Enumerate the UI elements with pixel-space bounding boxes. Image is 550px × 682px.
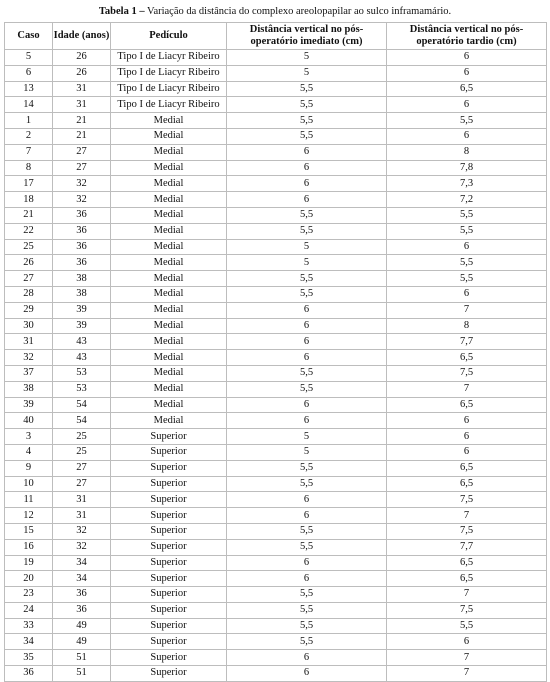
table-row — [5, 634, 547, 650]
cell-distancia-imediato: 5,5 — [227, 207, 387, 223]
table-row — [5, 555, 547, 571]
table-row — [5, 602, 547, 618]
cell-pediculo: Tipo I de Liacyr Ribeiro — [111, 81, 227, 97]
cell-caso: 30 — [5, 318, 53, 334]
cell-distancia-tardio: 7,5 — [387, 523, 547, 539]
cell-distancia-imediato: 5,5 — [227, 523, 387, 539]
header-idade: Idade (anos) — [53, 23, 111, 50]
cell-caso: 25 — [5, 239, 53, 255]
table-row — [5, 255, 547, 271]
cell-distancia-imediato: 6 — [227, 413, 387, 429]
cell-pediculo: Medial — [111, 365, 227, 381]
cell-idade: 54 — [53, 413, 111, 429]
table-row — [5, 176, 547, 192]
table-row — [5, 476, 547, 492]
table-row — [5, 444, 547, 460]
cell-distancia-tardio: 6,5 — [387, 350, 547, 366]
cell-distancia-tardio: 7,5 — [387, 492, 547, 508]
cell-caso: 18 — [5, 192, 53, 208]
table-row — [5, 81, 547, 97]
cell-distancia-imediato: 5,5 — [227, 634, 387, 650]
table-row — [5, 350, 547, 366]
cell-distancia-imediato: 6 — [227, 144, 387, 160]
cell-distancia-tardio: 6 — [387, 50, 547, 66]
cell-pediculo: Medial — [111, 160, 227, 176]
cell-pediculo: Medial — [111, 113, 227, 129]
cell-distancia-imediato: 6 — [227, 302, 387, 318]
cell-idade: 31 — [53, 97, 111, 113]
cell-idade: 31 — [53, 81, 111, 97]
cell-distancia-imediato: 5 — [227, 255, 387, 271]
cell-distancia-imediato: 5,5 — [227, 587, 387, 603]
cell-pediculo: Medial — [111, 128, 227, 144]
cell-distancia-tardio: 5,5 — [387, 271, 547, 287]
cell-caso: 20 — [5, 571, 53, 587]
cell-distancia-tardio: 8 — [387, 318, 547, 334]
cell-pediculo: Medial — [111, 144, 227, 160]
cell-distancia-tardio: 7 — [387, 666, 547, 682]
table-row — [5, 239, 547, 255]
cell-distancia-tardio: 5,5 — [387, 618, 547, 634]
cell-distancia-tardio: 6 — [387, 128, 547, 144]
cell-idade: 32 — [53, 192, 111, 208]
cell-distancia-tardio: 7,2 — [387, 192, 547, 208]
cell-distancia-tardio: 6 — [387, 97, 547, 113]
cell-distancia-imediato: 6 — [227, 176, 387, 192]
cell-idade: 36 — [53, 587, 111, 603]
cell-distancia-tardio: 7 — [387, 650, 547, 666]
cell-pediculo: Medial — [111, 255, 227, 271]
cell-distancia-imediato: 6 — [227, 508, 387, 524]
cell-pediculo: Superior — [111, 476, 227, 492]
cell-caso: 12 — [5, 508, 53, 524]
cell-distancia-tardio: 7,7 — [387, 539, 547, 555]
cell-pediculo: Medial — [111, 302, 227, 318]
cell-distancia-imediato: 5 — [227, 65, 387, 81]
table-row — [5, 365, 547, 381]
cell-caso: 19 — [5, 555, 53, 571]
cell-pediculo: Superior — [111, 523, 227, 539]
cell-caso: 16 — [5, 539, 53, 555]
table-caption — [4, 6, 546, 18]
cell-distancia-imediato: 5,5 — [227, 128, 387, 144]
cell-distancia-imediato: 6 — [227, 318, 387, 334]
cell-idade: 43 — [53, 350, 111, 366]
table-row — [5, 65, 547, 81]
cell-caso: 9 — [5, 460, 53, 476]
cell-distancia-imediato: 5,5 — [227, 271, 387, 287]
cell-idade: 51 — [53, 666, 111, 682]
cell-caso: 26 — [5, 255, 53, 271]
cell-caso: 27 — [5, 271, 53, 287]
cell-pediculo: Superior — [111, 444, 227, 460]
cell-pediculo: Superior — [111, 508, 227, 524]
cell-distancia-imediato: 5,5 — [227, 539, 387, 555]
cell-idade: 36 — [53, 207, 111, 223]
cell-distancia-tardio: 5,5 — [387, 207, 547, 223]
cell-pediculo: Medial — [111, 334, 227, 350]
cell-distancia-tardio: 7 — [387, 302, 547, 318]
cell-distancia-imediato: 5,5 — [227, 381, 387, 397]
cell-caso: 29 — [5, 302, 53, 318]
cell-idade: 53 — [53, 365, 111, 381]
cell-distancia-tardio: 6 — [387, 286, 547, 302]
cell-distancia-imediato: 5 — [227, 239, 387, 255]
cell-pediculo: Medial — [111, 413, 227, 429]
cell-distancia-tardio: 7 — [387, 508, 547, 524]
table-row — [5, 460, 547, 476]
cell-distancia-imediato: 5 — [227, 429, 387, 445]
header-distancia-tardio: Distância vertical no pós-operatório tardio (cm) — [387, 23, 547, 50]
cell-distancia-imediato: 5,5 — [227, 460, 387, 476]
cell-distancia-tardio: 7 — [387, 381, 547, 397]
table-row — [5, 192, 547, 208]
cell-caso: 21 — [5, 207, 53, 223]
cell-caso: 28 — [5, 286, 53, 302]
cell-pediculo: Superior — [111, 602, 227, 618]
cell-pediculo: Medial — [111, 207, 227, 223]
table-row — [5, 207, 547, 223]
cell-caso: 7 — [5, 144, 53, 160]
table-row — [5, 413, 547, 429]
cell-idade: 32 — [53, 539, 111, 555]
cell-distancia-imediato: 5,5 — [227, 113, 387, 129]
cell-caso: 14 — [5, 97, 53, 113]
cell-distancia-tardio: 5,5 — [387, 223, 547, 239]
cell-distancia-imediato: 5,5 — [227, 81, 387, 97]
table-row — [5, 381, 547, 397]
cell-pediculo: Tipo I de Liacyr Ribeiro — [111, 50, 227, 66]
cell-caso: 15 — [5, 523, 53, 539]
cell-caso: 4 — [5, 444, 53, 460]
caption-text: Variação da distância do complexo areolopapilar ao sulco inframamário. — [144, 6, 452, 17]
cell-pediculo: Medial — [111, 239, 227, 255]
cell-pediculo: Medial — [111, 397, 227, 413]
cell-pediculo: Medial — [111, 192, 227, 208]
cell-distancia-tardio: 6,5 — [387, 571, 547, 587]
cell-idade: 27 — [53, 160, 111, 176]
cell-distancia-tardio: 7,5 — [387, 365, 547, 381]
cell-pediculo: Superior — [111, 539, 227, 555]
cell-caso: 1 — [5, 113, 53, 129]
table-row — [5, 523, 547, 539]
cell-idade: 36 — [53, 255, 111, 271]
table-row — [5, 492, 547, 508]
table-row — [5, 334, 547, 350]
table-row — [5, 508, 547, 524]
cell-caso: 34 — [5, 634, 53, 650]
cell-distancia-tardio: 6,5 — [387, 476, 547, 492]
cell-idade: 36 — [53, 239, 111, 255]
caption-label: Tabela 1 – — [98, 6, 145, 17]
cell-pediculo: Superior — [111, 492, 227, 508]
cell-pediculo: Superior — [111, 618, 227, 634]
cell-caso: 13 — [5, 81, 53, 97]
table-row — [5, 318, 547, 334]
cell-idade: 49 — [53, 634, 111, 650]
cell-pediculo: Medial — [111, 271, 227, 287]
cell-idade: 36 — [53, 223, 111, 239]
cell-distancia-imediato: 6 — [227, 397, 387, 413]
table-row — [5, 587, 547, 603]
table-body — [5, 50, 547, 682]
cell-caso: 38 — [5, 381, 53, 397]
cell-distancia-imediato: 5,5 — [227, 286, 387, 302]
cell-distancia-imediato: 5,5 — [227, 97, 387, 113]
cell-pediculo: Medial — [111, 286, 227, 302]
data-table — [4, 22, 547, 682]
cell-distancia-imediato: 6 — [227, 160, 387, 176]
table-row — [5, 397, 547, 413]
table-row — [5, 666, 547, 682]
cell-distancia-imediato: 5 — [227, 50, 387, 66]
table-row — [5, 302, 547, 318]
cell-distancia-tardio: 7,8 — [387, 160, 547, 176]
cell-distancia-tardio: 6 — [387, 634, 547, 650]
cell-distancia-tardio: 6 — [387, 413, 547, 429]
cell-idade: 27 — [53, 144, 111, 160]
cell-idade: 43 — [53, 334, 111, 350]
cell-pediculo: Tipo I de Liacyr Ribeiro — [111, 65, 227, 81]
cell-idade: 49 — [53, 618, 111, 634]
table-row — [5, 539, 547, 555]
cell-caso: 23 — [5, 587, 53, 603]
header-pediculo: Pedículo — [111, 23, 227, 50]
cell-distancia-tardio: 8 — [387, 144, 547, 160]
cell-caso: 37 — [5, 365, 53, 381]
cell-idade: 31 — [53, 508, 111, 524]
cell-idade: 38 — [53, 286, 111, 302]
cell-distancia-imediato: 6 — [227, 666, 387, 682]
cell-distancia-tardio: 7,3 — [387, 176, 547, 192]
header-caso: Caso — [5, 23, 53, 50]
cell-idade: 25 — [53, 429, 111, 445]
cell-idade: 39 — [53, 318, 111, 334]
cell-distancia-imediato: 6 — [227, 571, 387, 587]
table-row — [5, 144, 547, 160]
cell-caso: 32 — [5, 350, 53, 366]
table-row — [5, 160, 547, 176]
table-row — [5, 97, 547, 113]
cell-idade: 31 — [53, 492, 111, 508]
cell-pediculo: Superior — [111, 587, 227, 603]
table-row — [5, 128, 547, 144]
table-row — [5, 223, 547, 239]
cell-distancia-imediato: 6 — [227, 650, 387, 666]
cell-distancia-imediato: 6 — [227, 350, 387, 366]
cell-caso: 5 — [5, 50, 53, 66]
cell-caso: 31 — [5, 334, 53, 350]
cell-distancia-tardio: 6 — [387, 429, 547, 445]
cell-pediculo: Medial — [111, 223, 227, 239]
cell-distancia-tardio: 7,5 — [387, 602, 547, 618]
cell-caso: 10 — [5, 476, 53, 492]
cell-distancia-imediato: 6 — [227, 334, 387, 350]
cell-idade: 27 — [53, 460, 111, 476]
cell-caso: 2 — [5, 128, 53, 144]
cell-idade: 34 — [53, 555, 111, 571]
cell-pediculo: Medial — [111, 350, 227, 366]
table-row — [5, 571, 547, 587]
cell-pediculo: Superior — [111, 429, 227, 445]
cell-distancia-imediato: 5 — [227, 444, 387, 460]
cell-distancia-tardio: 6 — [387, 65, 547, 81]
table-row — [5, 271, 547, 287]
cell-caso: 11 — [5, 492, 53, 508]
cell-idade: 25 — [53, 444, 111, 460]
cell-distancia-imediato: 5,5 — [227, 618, 387, 634]
cell-idade: 32 — [53, 176, 111, 192]
cell-distancia-imediato: 5,5 — [227, 602, 387, 618]
cell-distancia-tardio: 6,5 — [387, 460, 547, 476]
cell-idade: 51 — [53, 650, 111, 666]
table-row — [5, 618, 547, 634]
header-row — [5, 23, 547, 50]
cell-idade: 21 — [53, 128, 111, 144]
cell-distancia-imediato: 5,5 — [227, 365, 387, 381]
cell-caso: 33 — [5, 618, 53, 634]
cell-pediculo: Superior — [111, 571, 227, 587]
table-row — [5, 650, 547, 666]
cell-idade: 27 — [53, 476, 111, 492]
cell-idade: 54 — [53, 397, 111, 413]
cell-pediculo: Superior — [111, 555, 227, 571]
cell-idade: 32 — [53, 523, 111, 539]
cell-distancia-imediato: 6 — [227, 492, 387, 508]
cell-distancia-imediato: 5,5 — [227, 223, 387, 239]
table-row — [5, 286, 547, 302]
cell-distancia-tardio: 7 — [387, 587, 547, 603]
cell-caso: 39 — [5, 397, 53, 413]
cell-distancia-tardio: 6,5 — [387, 81, 547, 97]
cell-caso: 22 — [5, 223, 53, 239]
cell-distancia-imediato: 5,5 — [227, 476, 387, 492]
cell-caso: 40 — [5, 413, 53, 429]
cell-idade: 53 — [53, 381, 111, 397]
cell-distancia-tardio: 5,5 — [387, 113, 547, 129]
cell-pediculo: Superior — [111, 634, 227, 650]
table-row — [5, 50, 547, 66]
cell-idade: 39 — [53, 302, 111, 318]
cell-idade: 34 — [53, 571, 111, 587]
cell-distancia-imediato: 6 — [227, 555, 387, 571]
cell-caso: 36 — [5, 666, 53, 682]
cell-caso: 35 — [5, 650, 53, 666]
cell-distancia-tardio: 6 — [387, 444, 547, 460]
cell-distancia-tardio: 6 — [387, 239, 547, 255]
cell-idade: 36 — [53, 602, 111, 618]
cell-distancia-tardio: 6,5 — [387, 397, 547, 413]
cell-pediculo: Superior — [111, 460, 227, 476]
cell-idade: 26 — [53, 65, 111, 81]
cell-pediculo: Superior — [111, 650, 227, 666]
cell-pediculo: Medial — [111, 381, 227, 397]
cell-pediculo: Medial — [111, 318, 227, 334]
cell-idade: 21 — [53, 113, 111, 129]
cell-caso: 17 — [5, 176, 53, 192]
table-row — [5, 113, 547, 129]
table-row — [5, 429, 547, 445]
cell-pediculo: Medial — [111, 176, 227, 192]
cell-distancia-tardio: 6,5 — [387, 555, 547, 571]
cell-distancia-imediato: 6 — [227, 192, 387, 208]
cell-caso: 3 — [5, 429, 53, 445]
cell-distancia-tardio: 7,7 — [387, 334, 547, 350]
cell-pediculo: Tipo I de Liacyr Ribeiro — [111, 97, 227, 113]
cell-pediculo: Superior — [111, 666, 227, 682]
cell-idade: 38 — [53, 271, 111, 287]
cell-idade: 26 — [53, 50, 111, 66]
cell-caso: 6 — [5, 65, 53, 81]
cell-caso: 8 — [5, 160, 53, 176]
cell-distancia-tardio: 5,5 — [387, 255, 547, 271]
cell-caso: 24 — [5, 602, 53, 618]
header-distancia-imediato: Distância vertical no pós-operatório imediato (cm) — [227, 23, 387, 50]
